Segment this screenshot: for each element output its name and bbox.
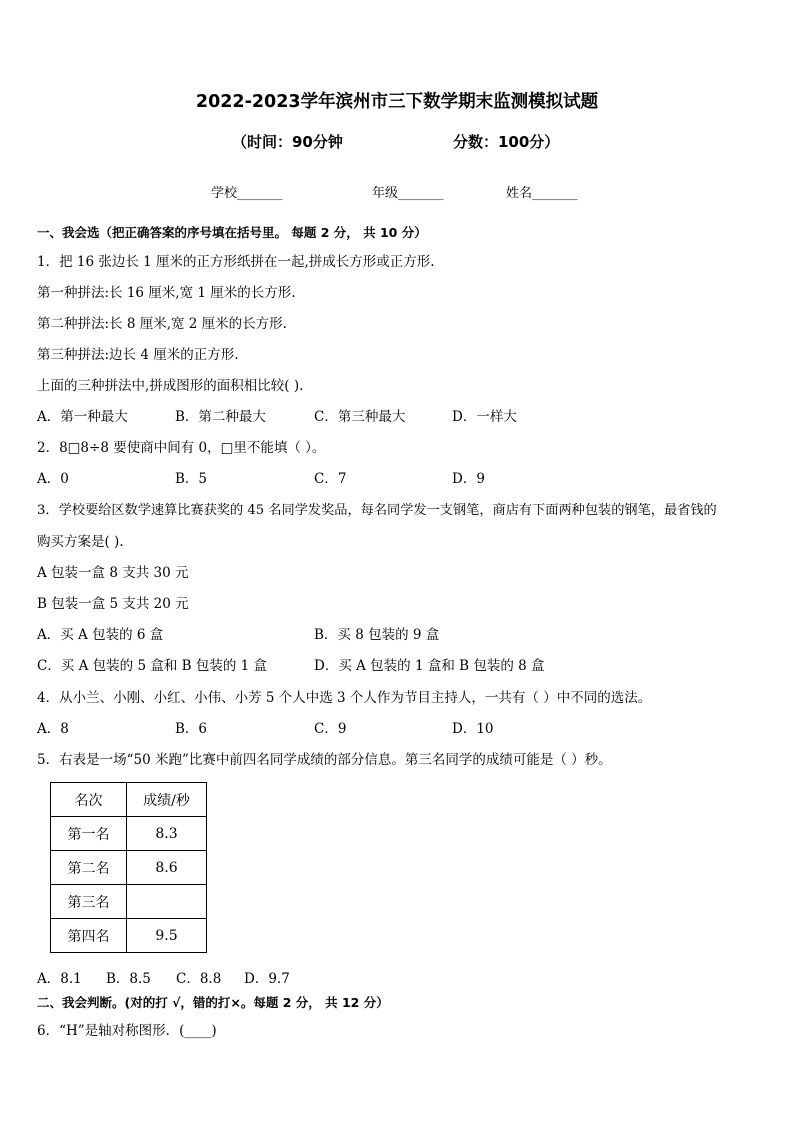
q4-option-d: D．10 (452, 721, 494, 737)
q3-option-c: C．买 A 包装的 5 盒和 B 包装的 1 盒 (37, 658, 268, 674)
q3-option-a: A．买 A 包装的 6 盒 (37, 627, 164, 643)
table-header-time: 成绩/秒 (127, 783, 207, 817)
q2-option-b: B．5 (175, 471, 208, 487)
table-cell-rank: 第三名 (51, 885, 127, 919)
q1-option-a: A．第一种最大 (37, 409, 128, 425)
table-cell-time (127, 885, 207, 919)
q1-option-b: B．第二种最大 (175, 409, 266, 425)
q5-option-c: C．8.8 (176, 971, 222, 987)
q2-option-c: C．7 (314, 471, 347, 487)
table-cell-rank: 第一名 (51, 817, 127, 851)
table-cell-time: 8.3 (127, 817, 207, 851)
q3-package-a: A 包装一盒 8 支共 30 元 (37, 565, 189, 581)
results-table (50, 782, 207, 953)
q5-option-d: D．9.7 (244, 971, 290, 987)
q2-option-d: D．9 (452, 471, 485, 487)
q5-option-a: A．8.1 (37, 971, 82, 987)
table-cell-time: 8.6 (127, 851, 207, 885)
q1-question: 上面的三种拼法中,拼成图形的面积相比较( ). (37, 378, 304, 394)
q5-option-b: B．8.5 (106, 971, 151, 987)
school-field: 学校_______ (211, 186, 283, 201)
exam-title: 2022-2023学年滨州市三下数学期末监测模拟试题 (195, 92, 599, 112)
q3-stem-cont: 购买方案是( ). (37, 534, 124, 550)
q3-option-b: B．买 8 包装的 9 盒 (314, 627, 440, 643)
section2-heading: 二、我会判断。(对的打 √，错的打×。每题 2 分， 共 12 分） (37, 995, 389, 1010)
q1-method1: 第一种拼法:长 16 厘米,宽 1 厘米的长方形. (37, 285, 296, 301)
name-field: 姓名_______ (506, 186, 578, 201)
q2-option-a: A．0 (37, 471, 69, 487)
q1-option-d: D．一样大 (452, 409, 517, 425)
q1-option-c: C．第三种最大 (314, 409, 406, 425)
table-row (51, 885, 207, 919)
q3-package-b: B 包装一盒 5 支共 20 元 (37, 596, 189, 612)
q3-option-d: D．买 A 包装的 1 盒和 B 包装的 8 盒 (314, 658, 545, 674)
q4-option-b: B．6 (175, 721, 208, 737)
exam-score: 分数：100分） (453, 133, 560, 151)
q4-stem: 4．从小兰、小刚、小红、小伟、小芳 5 个人中选 3 个人作为节目主持人，一共有（ ）中不同的选法。 (37, 690, 652, 706)
q5-stem: 5．右表是一场“50 米跑”比赛中前四名同学成绩的部分信息。第三名同学的成绩可能是（ ）秒。 (37, 752, 612, 768)
table-header-row (51, 783, 207, 817)
q1-stem: 1．把 16 张边长 1 厘米的正方形纸拼在一起,拼成长方形或正方形. (37, 254, 435, 270)
table-cell-rank: 第二名 (51, 851, 127, 885)
table-cell-rank: 第四名 (51, 919, 127, 953)
table-row (51, 817, 207, 851)
table-cell-time: 9.5 (127, 919, 207, 953)
grade-field: 年级_______ (372, 186, 444, 201)
section1-heading: 一、我会选（把正确答案的序号填在括号里。 每题 2 分， 共 10 分） (37, 225, 427, 240)
table-header-rank: 名次 (51, 783, 127, 817)
q3-stem: 3．学校要给区数学速算比赛获奖的 45 名同学发奖品，每名同学发一支钢笔，商店有下面两种包装的钢笔，最省钱的 (37, 503, 717, 518)
q4-option-c: C．9 (314, 721, 347, 737)
q2-stem: 2．8□8÷8 要使商中间有 0，□里不能填（ ）。 (37, 440, 326, 456)
exam-time: （时间：90分钟 (232, 133, 343, 151)
table-row (51, 919, 207, 953)
table-row (51, 851, 207, 885)
q6-stem: 6．“H”是轴对称图形．(____) (37, 1023, 217, 1039)
q4-option-a: A．8 (37, 721, 69, 737)
q1-method3: 第三种拼法:边长 4 厘米的正方形. (37, 347, 239, 363)
q1-method2: 第二种拼法:长 8 厘米,宽 2 厘米的长方形. (37, 316, 287, 332)
